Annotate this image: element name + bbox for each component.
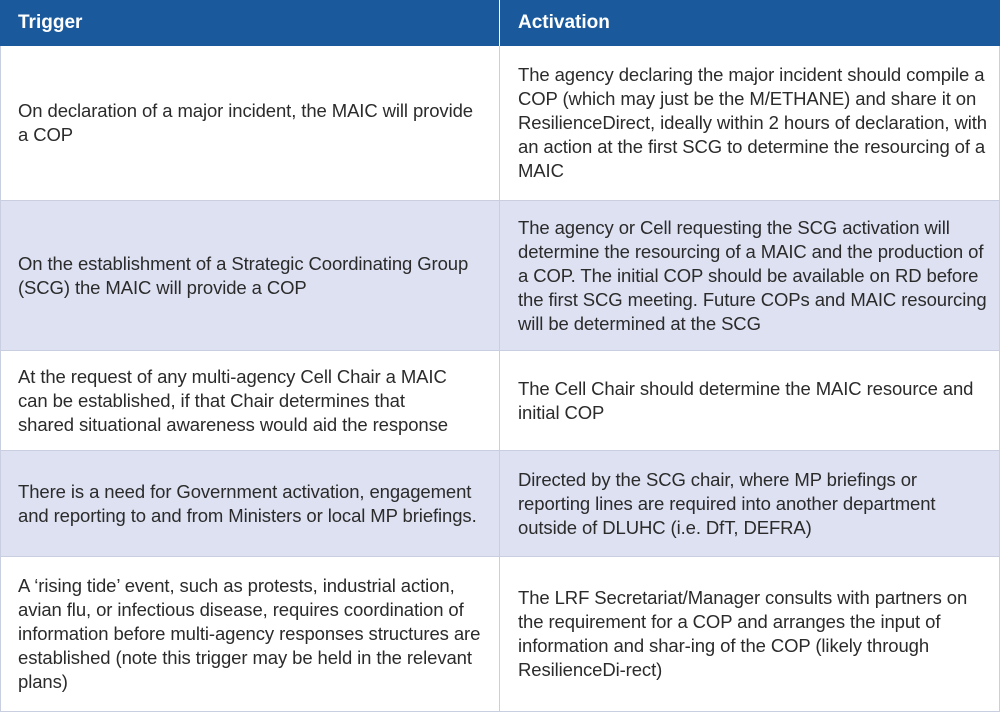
table-border-left — [0, 46, 1, 712]
trigger-cell — [0, 351, 500, 450]
table-row — [0, 351, 1000, 451]
activation-cell — [500, 557, 1000, 711]
activation-cell — [500, 46, 1000, 200]
activation-text: The agency or Cell requesting the SCG activation will determine the resourcing of a MAIC and the production of a COP. The initial COP should be available on RD before the first SCG meeting. Future COPs and MAIC resourcing will be determined at the SCG — [518, 216, 987, 334]
trigger-text: On the establishment of a Strategic Coordinating Group (SCG) the MAIC will provide a COP — [18, 252, 469, 298]
activation-cell — [500, 351, 1000, 450]
activation-cell — [500, 201, 1000, 350]
trigger-text: On declaration of a major incident, the MAIC will provide a COP — [18, 100, 473, 145]
trigger-cell — [0, 451, 500, 556]
trigger-cell — [0, 201, 500, 350]
trigger-cell — [0, 46, 500, 200]
trigger-cell — [0, 557, 500, 711]
activation-text: Directed by the SCG chair, where MP briefings or reporting lines are required into another department outside of DLUHC (i.e. DfT, DEFRA) — [518, 468, 936, 538]
table-row — [0, 201, 1000, 351]
activation-text: The LRF Secretariat/Manager consults with partners on the requirement for a COP and arranges the input of information and shar-ing of the COP (likely through ResilienceDi-rect) — [518, 587, 968, 680]
trigger-text: There is a need for Government activation, engagement and reporting to and from Ministers or local MP briefings. — [18, 480, 477, 526]
activation-cell — [500, 451, 1000, 556]
header-trigger: Trigger — [0, 0, 500, 46]
table-row — [0, 557, 1000, 712]
table-row — [0, 451, 1000, 557]
table-header — [0, 0, 1000, 46]
header-activation: Activation — [518, 12, 610, 33]
trigger-text: At the request of any multi-agency Cell Chair a MAIC can be established, if that Chair determines that shared situational awareness would aid the response — [18, 365, 448, 435]
table-row — [0, 46, 1000, 201]
activation-text: The agency declaring the major incident should compile a COP (which may just be the M/ETHANE) and share it on ResilienceDirect, ideally within 2 hours of declaration, with an action at the first SCG to determine the resourcing of a MAIC — [518, 64, 987, 181]
activation-text: The Cell Chair should determine the MAIC resource and initial COP — [518, 377, 974, 423]
trigger-text: A ‘rising tide’ event, such as protests, industrial action, avian flu, or infectious disease, requires coordination of information before multi-agency responses structures are established (note this trigger may be held in the relevant plans) — [18, 575, 481, 692]
